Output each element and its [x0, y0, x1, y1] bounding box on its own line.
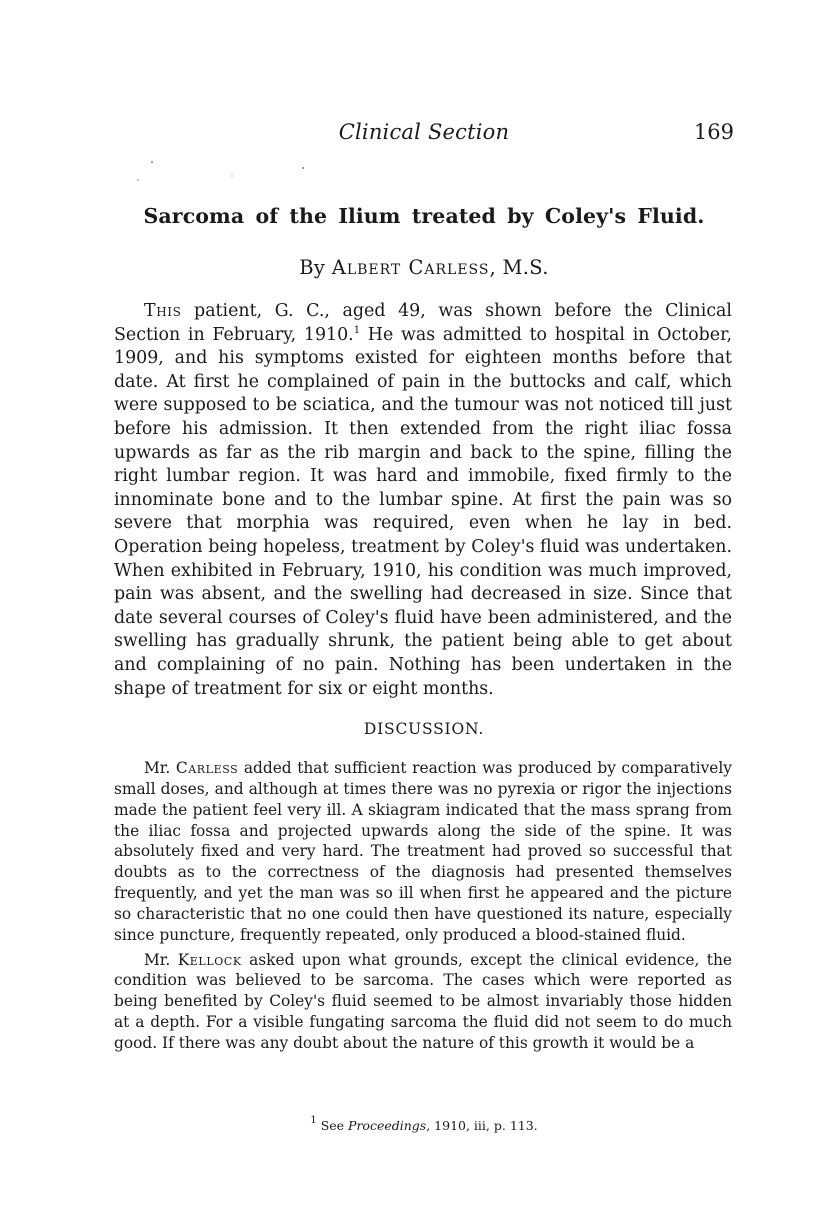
page-number: 169	[693, 120, 734, 144]
author-degree: , M.S.	[489, 256, 549, 279]
footnote-mark: 1	[310, 1115, 317, 1126]
byline	[114, 256, 734, 279]
footnote-reference: 1	[353, 324, 361, 336]
footnote	[114, 1115, 734, 1133]
running-title: Clinical Section	[338, 120, 510, 144]
speck	[231, 175, 232, 176]
discussion-paragraph-kellock	[114, 950, 732, 1054]
author-name: Albert Carless	[331, 256, 490, 279]
speck	[137, 179, 139, 181]
case-text-part-a: patient, G. C., aged 49, was shown before the Clinical Section in February, 1910.	[114, 301, 732, 345]
running-head	[114, 120, 734, 150]
article-title: Sarcoma of the Ilium treated by Coley's Fluid.	[143, 204, 705, 228]
footnote-see: See	[316, 1118, 349, 1133]
case-report-paragraph	[114, 300, 732, 701]
speaker-name: Kellock	[177, 950, 242, 969]
footnote-journal: Proceedings	[348, 1118, 427, 1133]
discussion-text: asked upon what grounds, except the clinical evidence, the condition was believed to be sarcoma. The cases which were reported as being benefited by Coley's fluid seemed to be almost invariably those hidden at a depth. For a visible fungating sarcoma the fluid did not seem to do much good. If there was any doubt about the nature of this growth it would be a	[114, 950, 732, 1052]
lead-word: This	[144, 301, 182, 321]
byline-prefix: By	[299, 256, 332, 279]
discussion-paragraph-carless	[114, 758, 732, 946]
footnote-citation: , 1910, iii, p. 113.	[426, 1118, 538, 1133]
speaker-prefix: Mr.	[144, 950, 178, 969]
speck	[151, 161, 153, 163]
speaker-prefix: Mr.	[144, 759, 176, 777]
speck	[302, 167, 304, 169]
discussion-heading: DISCUSSION.	[363, 720, 485, 738]
discussion-body	[114, 758, 732, 1058]
speaker-name: Carless	[175, 759, 239, 777]
discussion-text: added that sufficient reaction was produced by comparatively small doses, and although at times there was no pyrexia or rigor the injections made the patient feel very ill. A skiagram indicated that the mass sprang from the iliac fossa and projected upwards along the side of the spine. It was absolutely fixed and very hard. The treatment had proved so successful that doubts as to the correctness of the diagnosis had presented themselves frequently, and yet the man was so ill when first he appeared and the picture so characteristic that no one could then have questioned its nature, especially since puncture, frequently repeated, only produced a blood-stained fluid.	[114, 759, 732, 944]
case-text-part-b: He was admitted to hospital in October, 1909, and his symptoms existed for eighteen months before that date. At first he complained of pain in the buttocks and calf, which were supposed to be sciatica, and the tumour was not noticed till just before his admission. It then extended from the right iliac fossa upwards as far as the rib margin and back to the spine, filling the right lumbar region. It was hard and immobile, fixed firmly to the innominate bone and to the lumbar spine. At first the pain was so severe that morphia was required, even when he lay in bed. Operation being hopeless, treatment by Coley's fluid was undertaken. When exhibited in February, 1910, his condition was much improved, pain was absent, and the swelling had decreased in size. Since that date several courses of Coley's fluid have been administered, and the swelling has gradually shrunk, the patient being able to get about and complaining of no pain. Nothing has been undertaken in the shape of treatment for six or eight months.	[114, 324, 732, 699]
